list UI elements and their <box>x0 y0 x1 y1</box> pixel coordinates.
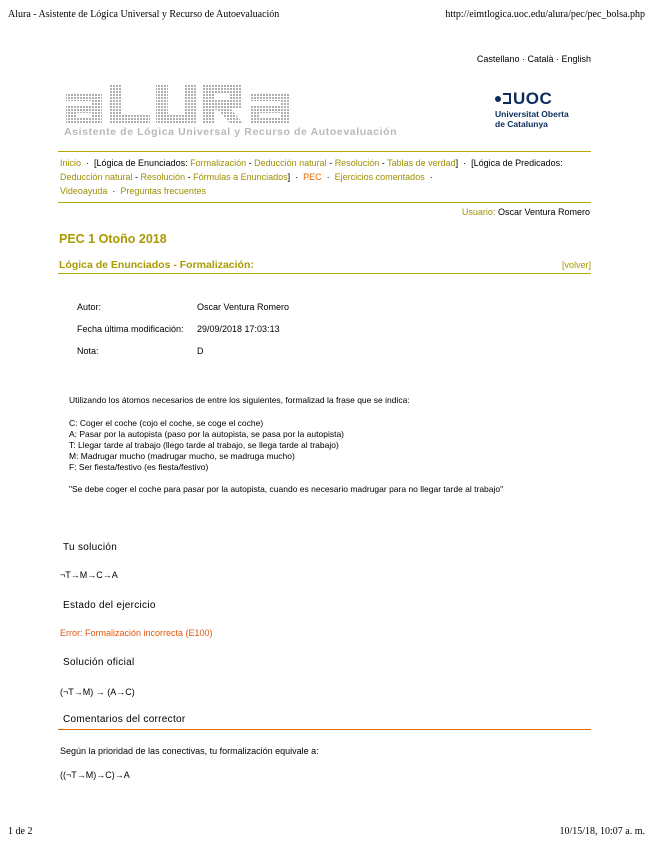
uoc-name: UOC <box>513 89 553 108</box>
atom-f: F: Ser fiesta/festivo (es fiesta/festivo) <box>69 462 209 472</box>
nav-resolucion[interactable]: Resolución <box>334 158 380 168</box>
nav-deduccion-pred[interactable]: Deducción natural <box>60 172 133 182</box>
nav-enunciados-label: [Lógica de Enunciados: <box>94 158 188 168</box>
atom-c: C: Coger el coche (cojo el coche, se coge el coche) <box>69 418 264 428</box>
volver-link[interactable]: [volver] <box>561 260 591 270</box>
author-value: Oscar Ventura Romero <box>197 302 290 312</box>
uoc-fullname-1: Universitat Oberta <box>495 109 569 119</box>
alura-logo[interactable] <box>62 82 472 142</box>
uoc-logo[interactable] <box>495 90 595 129</box>
nav-pec[interactable]: PEC <box>303 172 322 182</box>
exercise-statement <box>69 395 609 495</box>
print-header <box>8 9 645 20</box>
print-title: Alura - Asistente de Lógica Universal y Recurso de Autoevaluación <box>8 9 280 20</box>
solution-label: Tu solución <box>63 542 118 553</box>
lang-castellano[interactable]: Castellano <box>476 54 520 64</box>
uoc-bracket-icon <box>503 93 511 104</box>
alura-wordmark-icon <box>62 82 302 126</box>
print-page: 1 de 2 <box>8 826 33 837</box>
uoc-dot-icon <box>495 96 501 102</box>
uoc-fullname-2: de Catalunya <box>495 119 548 129</box>
nav-resolucion-pred[interactable]: Resolución <box>140 172 186 182</box>
solution-formula: ¬T→M→C→A <box>60 570 118 580</box>
nav-inicio[interactable]: Inicio <box>60 158 82 168</box>
comments-formula: ((¬T→M)→C)→A <box>60 770 130 780</box>
print-datetime: 10/15/18, 10:07 a. m. <box>559 826 645 837</box>
nav-formulas[interactable]: Fórmulas a Enunciados <box>193 172 288 182</box>
grade-value: D <box>197 346 204 356</box>
user-name: Oscar Ventura Romero <box>497 207 590 217</box>
section-rule <box>58 273 591 274</box>
comments-text: Según la prioridad de las conectivas, tu formalización equivale a: <box>60 746 319 756</box>
status-label: Estado del ejercicio <box>63 600 156 611</box>
nav-videoayuda[interactable]: Videoayuda <box>60 186 108 196</box>
nav-top-rule <box>58 151 591 152</box>
status-error: Error: Formalización incorrecta (E100) <box>60 628 213 638</box>
grade-label: Nota: <box>77 346 99 356</box>
date-label: Fecha última modificación: <box>77 324 184 334</box>
lang-catala[interactable]: Català <box>527 54 554 64</box>
comments-label: Comentarios del corrector <box>63 714 186 725</box>
date-value: 29/09/2018 17:03:13 <box>197 324 280 334</box>
print-url: http://eimtlogica.uoc.edu/alura/pec/pec_bolsa.php <box>445 9 645 20</box>
nav-deduccion[interactable]: Deducción natural <box>254 158 327 168</box>
atoms-list <box>69 418 609 473</box>
official-label: Solución oficial <box>63 657 135 668</box>
nav-formalizacion[interactable]: Formalización <box>190 158 247 168</box>
nav-predicados-label: [Lógica de Predicados: <box>471 158 563 168</box>
alura-subtitle: Asistente de Lógica Universal y Recurso de Autoevaluación <box>64 126 398 138</box>
nav-bottom-rule <box>58 202 591 203</box>
comments-rule <box>58 729 591 730</box>
user-label: Usuario: <box>461 207 496 217</box>
page-title: PEC 1 Otoño 2018 <box>59 232 167 246</box>
nav-faq[interactable]: Preguntas frecuentes <box>120 186 206 196</box>
statement-sentence: "Se debe coger el coche para pasar por la autopista, cuando es necesario madrugar para no llegar tarde al trabajo" <box>69 484 504 494</box>
section-title: Lógica de Enunciados - Formalización: <box>59 259 254 271</box>
lang-english[interactable]: English <box>561 54 591 64</box>
author-label: Autor: <box>77 302 102 312</box>
nav-tablas[interactable]: Tablas de verdad <box>387 158 456 168</box>
print-footer <box>8 826 645 837</box>
atom-t: T: Llegar tarde al trabajo (llego tarde al trabajo, se llega tarde al trabajo) <box>69 440 339 450</box>
nav-ejercicios[interactable]: Ejercicios comentados <box>334 172 425 182</box>
statement-intro: Utilizando los átomos necesarios de entre los siguientes, formalizad la frase que se indica: <box>69 395 410 405</box>
user-info <box>462 207 590 217</box>
language-selector: Castellano · Català · English <box>476 54 591 64</box>
main-nav: Inicio · [Lógica de Enunciados: Formalización - Deducción natural - Resolución - Tablas de verdad] · [Lógica de Predicados: Deducción natural - Resolución - Fórmulas a Enunciados] · PEC · Ejercicios comentados · Videoayuda · Preguntas frecuentes <box>60 158 563 196</box>
atom-m: M: Madrugar mucho (madrugar mucho, se madruga mucho) <box>69 451 295 461</box>
atom-a: A: Pasar por la autopista (paso por la autopista, se pasa por la autopista) <box>69 429 344 439</box>
official-formula: (¬T→M) → (A→C) <box>60 687 135 697</box>
